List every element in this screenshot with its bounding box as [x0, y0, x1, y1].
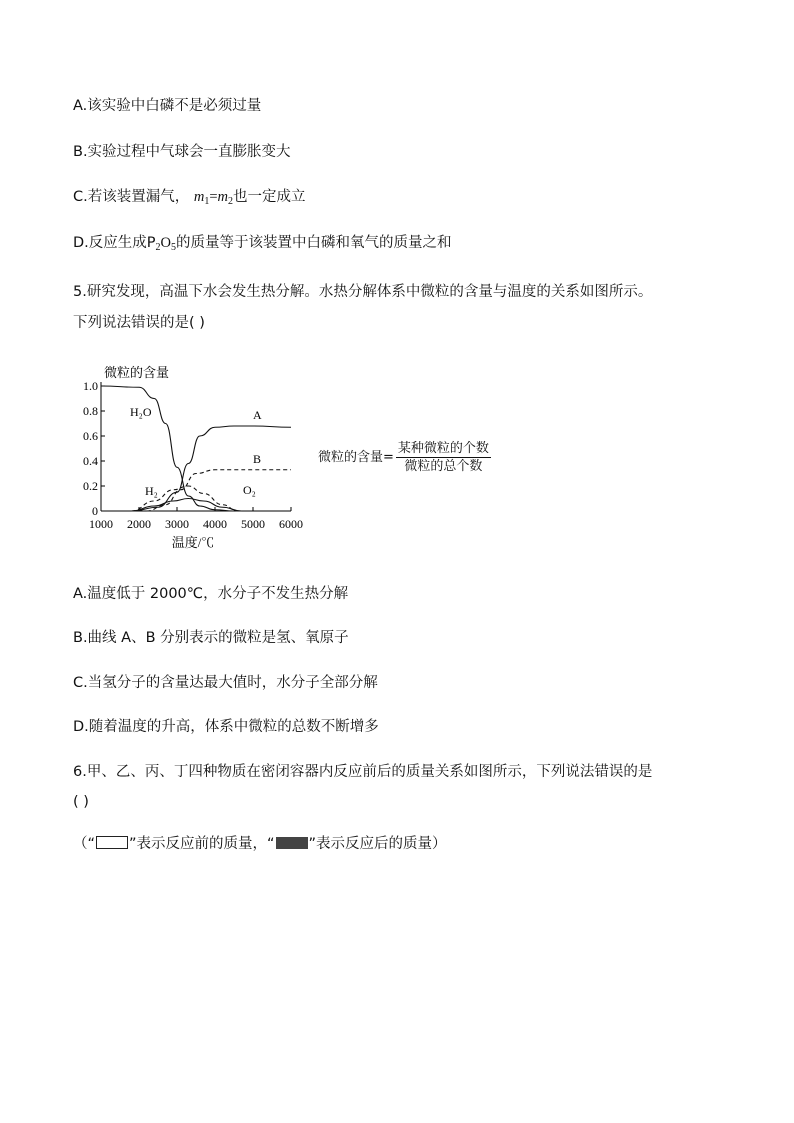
y-tick-label: 0.4: [83, 454, 98, 468]
x-tick-label: 2000: [127, 517, 151, 531]
formula-lhs: 微粒的含量=: [318, 450, 394, 465]
series-line-1: [131, 426, 291, 511]
formula-denominator: 微粒的总个数: [404, 459, 483, 474]
x-tick-label: 5000: [241, 517, 265, 531]
q5-stem-line2: 下列说法错误的是( ): [73, 315, 205, 331]
y-axis-label: 微粒的含量: [104, 365, 170, 380]
q5-option-a: A.温度低于 2000℃，水分子不发生热分解: [73, 586, 349, 602]
x-tick-label: 1000: [89, 517, 113, 531]
legend-before-swatch: [96, 836, 128, 849]
x-tick-label: 3000: [165, 517, 189, 531]
q6-stem-line2: ( ): [73, 794, 89, 810]
q5-option-c: C.当氢分子的含量达最大值时，水分子全部分解: [73, 675, 378, 691]
series-label-h2: H₂: [145, 484, 158, 498]
x-tick-label: 4000: [203, 517, 227, 531]
y-tick-label: 1.0: [83, 379, 98, 393]
y-tick-label: 0.2: [83, 479, 98, 493]
formula-numerator: 某种微粒的个数: [397, 441, 489, 456]
series-label-h2o: H₂O: [130, 405, 152, 419]
q6-stem-line1: 6.甲、乙、丙、丁四种物质在密闭容器内反应前后的质量关系如图所示，下列说法错误的是: [73, 764, 653, 780]
y-tick-label: 0: [92, 504, 98, 518]
q4-option-c: C.若该装置漏气， $m_1=m_2$也一定成立: [73, 189, 306, 207]
q6-legend: （“ ”表示反应前的质量，“ ”表示反应后的质量）: [73, 836, 447, 852]
q4-option-a: A.该实验中白磷不是必须过量: [73, 98, 262, 114]
x-tick-label: 6000: [279, 517, 303, 531]
series-label-a: A: [253, 408, 262, 422]
q4-option-b: B.实验过程中气球会一直膨胀变大: [73, 144, 291, 160]
content-formula: [318, 440, 491, 475]
q4-option-d: D.反应生成$P_2O_5$的质量等于该装置中白磷和氧气的质量之和: [73, 235, 452, 253]
q5-option-b: B.曲线 A、B 分别表示的微粒是氢、氧原子: [73, 630, 349, 646]
series-label-b: B: [253, 452, 262, 466]
q5-option-d: D.随着温度的升高，体系中微粒的总数不断增多: [73, 719, 379, 735]
y-tick-label: 0.6: [83, 429, 98, 443]
formula-fraction: [396, 440, 491, 475]
x-axis-label: 温度/℃: [171, 535, 215, 550]
q5-stem-line1: 5.研究发现，高温下水会发生热分解。水热分解体系中微粒的含量与温度的关系如图所示。: [73, 284, 653, 300]
legend-after-swatch: [276, 837, 308, 849]
series-line-2: [147, 470, 291, 511]
series-label-o2: O₂: [243, 483, 256, 497]
series-line-0: [101, 386, 234, 511]
y-tick-label: 0.8: [83, 404, 98, 418]
